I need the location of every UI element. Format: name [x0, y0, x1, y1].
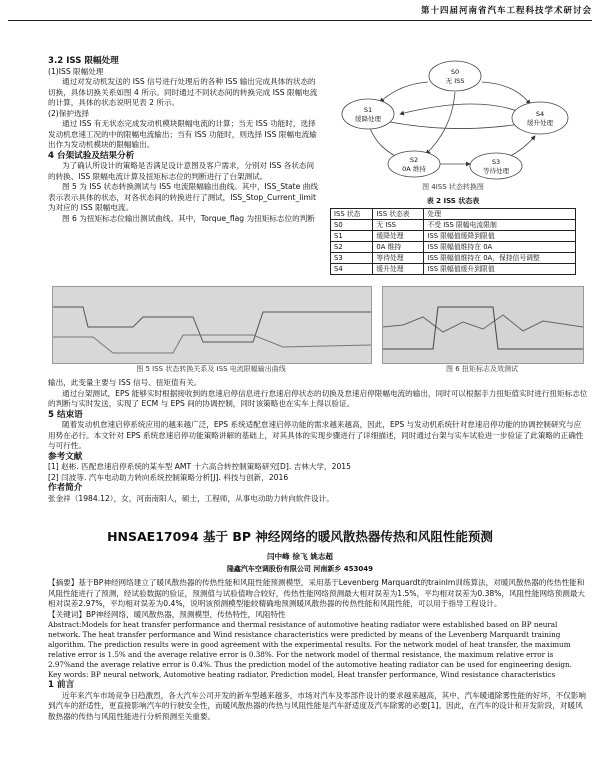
figure-5-caption: 图 5 ISS 状态转换关系及 ISS 电流限幅输出曲线	[136, 365, 286, 373]
abstract-cn: 【摘要】基于BP神经网络建立了暖风散热器的传热性能和风阻性能预测模型，采用基于Levenberg Marquardt的trainlm训练算法，对暖风散热器的传热性能和风阻性能进行了预测，经试验数据的验证，预测值与试验值吻合较好，传热性能网络预测最大相对误差为1.5%，平均相对误差为0.38%，风阻性能网络预测最大相对误差2.97%，平均相对误差为0.4%，说明该预测模型能较精确地预测暖风散热器的传热性能和风阻性能，可以用于指导工程设计。	[48, 578, 586, 608]
table-row	[331, 264, 576, 275]
table-cell: S4	[331, 264, 373, 275]
table-cell: S2	[331, 242, 373, 253]
table-cell: 缓降处理	[373, 231, 424, 242]
author-bio: 张金祥（1984.12），女，河南南阳人，硕士，工程师，从事电动助力转向软件设计。	[48, 493, 334, 503]
table-cell: ISS 限幅值维持在 0A，保持信号调整	[424, 253, 576, 264]
table-header-cell: 处理	[424, 209, 576, 220]
figure-4-caption: 图 4ISS 状态转换图	[422, 183, 484, 191]
header-rule	[8, 20, 592, 21]
state-desc-s3: 等待处理	[483, 167, 509, 175]
table-cell: S1	[331, 231, 373, 242]
state-diagram-svg	[330, 54, 576, 180]
paper-authors: 闫中峰 徐飞 姚志超	[266, 552, 334, 561]
table-row	[331, 253, 576, 264]
table-header-cell: ISS 状态表	[373, 209, 424, 220]
table-row	[331, 231, 576, 242]
subheading-iss-limit: (1)ISS 限幅处理	[48, 66, 104, 76]
paper-affiliation: 隆鑫汽车空调股份有限公司 河南新乡 453049	[226, 565, 374, 573]
reference-item: [1] 赵彬. 匹配怠速启停系统的某车型 AMT 十六高合转控制策略研究[D]. 吉林大学，2015	[48, 462, 351, 471]
figure-6-test-curve-image	[382, 286, 584, 364]
figure-4-state-diagram	[330, 54, 576, 180]
table-cell: 缓升处理	[373, 264, 424, 275]
paper-abstract-block	[48, 578, 588, 722]
paper-title: HNSAE17094 基于 BP 神经网络的暖风散热器传热和风阻性能预测	[107, 529, 493, 544]
state-desc-s0: 无 ISS	[445, 77, 465, 85]
subheading-protection: (2)保护选择	[48, 108, 90, 118]
figure-5-plot	[53, 287, 371, 363]
author-bio-heading: 作者简介	[48, 483, 83, 493]
state-node-s0	[429, 61, 481, 91]
state-label-s2: S2	[409, 156, 419, 164]
table-cell: 0A 维持	[373, 242, 424, 253]
state-label-s1: S1	[363, 106, 373, 114]
table-row	[331, 220, 576, 231]
table-cell: ISS 限幅值缓升到限值	[424, 264, 576, 275]
figure-5-test-curve-image	[52, 286, 372, 364]
paragraph: 随着发动机怠速启停系统应用的越来越广泛，EPS 系统适配怠速启停功能的需求越来越高，因此，EPS 与发动机系统针对怠速启停功能的协调控制研究与应用势在必行。本文针对 EPS 系统怠速启停功能策略讲解的基础上，对其具体的实现步骤进行了详细描述，同时通过台架与实车试验进一步验证了此策略的正确性与可行性。	[48, 420, 584, 450]
table-cell: ISS 限幅值缓降到限值	[424, 231, 576, 242]
transition-arrow	[380, 82, 428, 102]
table-cell: ISS 限幅值维持在 0A	[424, 242, 576, 253]
section-3-2-heading: 3.2 ISS 限幅处理	[48, 56, 119, 66]
figure-6-caption: 图 6 扭矩标志及效测试	[446, 365, 518, 373]
paragraph: 通过对发动机发送的 ISS 信号进行处理后的各种 ISS 输出完成具体的状态的切换，具体切换关系如图 4 所示。同时通过不同状态间的转换完成 ISS 限幅电流的计算，具体的状态说明见表 2 所示。	[48, 77, 318, 107]
reference-item: [2] 闫波等. 汽车电动助力转向系统控制策略分析[J]. 科技与创新，2016	[48, 472, 289, 482]
paragraph: 通过台架测试，EPS 能够实时根据接收到的怠速启停信息进行怠速启停状态的切换及怠速启停限幅电流的输出，同时可以根据手力扭矩值实时进行扭矩标志位的判断与实时发送，实现了 ECM 与 EPS 间的协调控制，同时该策略也在实车上得以验证。	[48, 388, 588, 408]
transition-arrow	[426, 92, 455, 154]
transition-arrow	[390, 122, 520, 129]
transition-arrow	[482, 82, 530, 104]
state-label-s4: S4	[535, 110, 545, 118]
state-node-s4	[512, 102, 568, 134]
state-node-s1	[342, 99, 394, 129]
keywords-cn: 【关键词】BP神经网络，暖风散热器，预测模型，传热特性，风阻特性	[48, 609, 286, 619]
left-column	[48, 56, 318, 224]
table-row	[331, 242, 576, 253]
table-cell: S3	[331, 253, 373, 264]
state-node-s3	[470, 153, 522, 179]
table-2-caption: 表 2 ISS 状态表	[426, 197, 480, 205]
state-desc-s4: 缓升处理	[527, 119, 553, 127]
table-header-cell: ISS 状态	[331, 209, 373, 220]
references-heading: 参考文献	[48, 451, 83, 462]
paragraph: 输出，此变量主要与 ISS 信号、扭矩值有关。	[48, 378, 202, 387]
intro-paragraph: 近年来汽车市场竞争日趋激烈，各大汽车公司开发的新车型越来越多，市场对汽车及零部件设计的要求越来越高，其中，汽车暖通除雾性能的好坏，不仅影响到汽车的舒适性，更直接影响汽车的行驶安全性，而暖风散热器的传热与风阻性能是汽车舒适度及汽车除雾的必要[1]。因此，在汽车的设计和开发阶段，对暖风散热器的传热与风阻性能进行分析预测至关重要。	[48, 690, 586, 721]
intro-heading: 1 前言	[48, 680, 75, 690]
paragraph: 图 5 为 ISS 状态转换测试与 ISS 电流限幅输出曲线。其中，ISS_State 曲线表示表示具体的状态，对各状态间的转换进行了测试，ISS_Stop_Current_limit 为对应的 ISS 限幅电流。	[48, 182, 318, 212]
paragraph: 为了确认所设计的策略是否满足设计意图及客户需求，分别对 ISS 各状态间的转换、ISS 限幅电流计算及扭矩标志位的判断进行了台架测试。	[48, 161, 315, 181]
section-5-heading: 5 结束语	[48, 409, 83, 420]
table-cell: S0	[331, 220, 373, 231]
table-cell: 无 ISS	[373, 220, 424, 231]
state-desc-s2: 0A 维持	[402, 165, 426, 173]
transition-arrow	[400, 104, 525, 114]
continuation-block	[48, 378, 588, 504]
paragraph: 通过 ISS 有无状态完成发动机模块限幅电流的计算；当无 ISS 功能时，选择发动机怠速工况的中的限幅电流输出；当有 ISS 功能时，则选择 ISS 限幅电流输出作为发动机模块的限幅输出。	[48, 119, 317, 149]
conference-header: 第十四届河南省汽车工程科技学术研讨会	[420, 6, 592, 16]
section-4-heading: 4 台架试验及结果分析	[48, 150, 135, 161]
paragraph: 图 6 为扭矩标志位输出测试曲线。其中，Torque_flag 为扭矩标志位的判断	[62, 213, 315, 223]
keywords-en: Key words: BP neural network, Automotive heating radiator, Prediction model, Heat transfer performance, Wind resistance characteristics	[48, 670, 556, 679]
table-cell: 等待处理	[373, 253, 424, 264]
iss-state-table	[330, 208, 576, 275]
figure-6-plot	[383, 287, 583, 363]
state-node-s2	[388, 151, 440, 177]
table-cell: 不受 ISS 限幅电流限制	[424, 220, 576, 231]
state-desc-s1: 缓降处理	[355, 115, 381, 123]
state-label-s0: S0	[450, 68, 460, 76]
table-header-row	[331, 209, 576, 220]
abstract-en: Abstract:Models for heat transfer performance and thermal resistance of automotive heating radiator were established based on BP neural network. The heat transfer performance and Wind resistance characteristics were predicted by means of the Levenberg Marquardt training algorithm. The prediction results were in good agreement with the experimental results. For the network model of heat transfer, the maximum relative error is 1.5% and the average relative error is 0.38%. For the network model of thermal resistance, the maximum relative error is 2.97%and the average relative error is 0.4%. Thus the prediction model of the automotive heating radiator can be used for engineering design.	[48, 620, 572, 669]
state-label-s3: S3	[491, 158, 501, 166]
